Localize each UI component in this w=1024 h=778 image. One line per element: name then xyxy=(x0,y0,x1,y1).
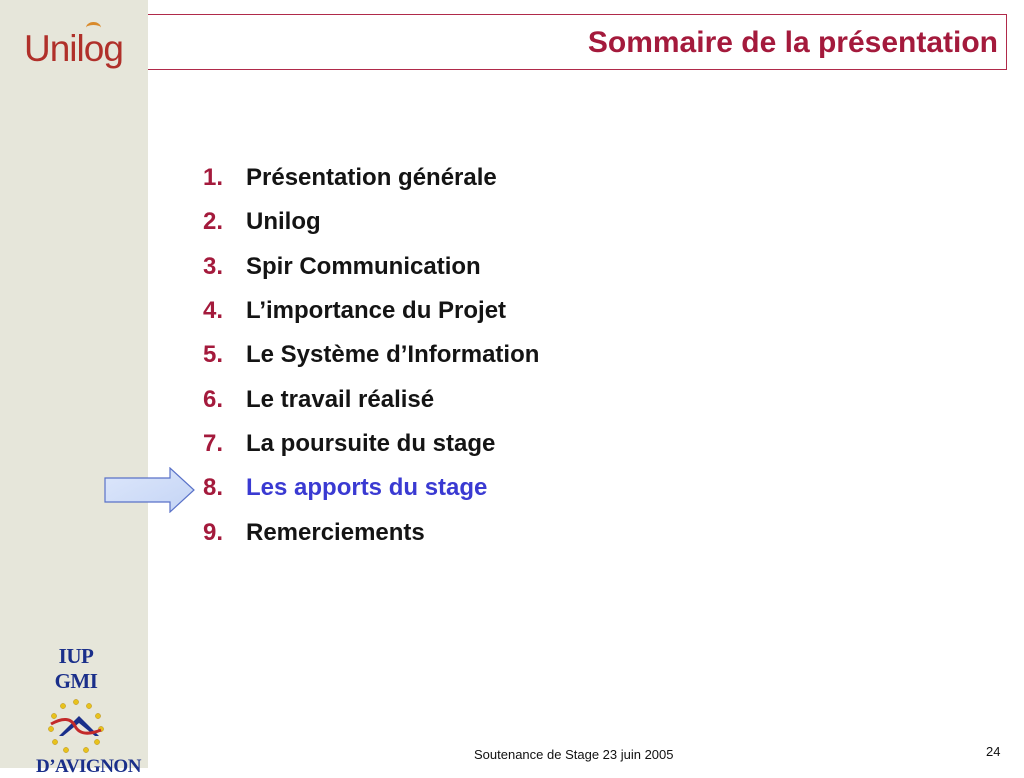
footer-text: Soutenance de Stage 23 juin 2005 xyxy=(474,747,674,762)
agenda-label: Les apports du stage xyxy=(246,474,488,502)
agenda-item xyxy=(198,245,539,289)
agenda-label: La poursuite du stage xyxy=(246,429,496,457)
logo-text-o: o xyxy=(83,28,104,69)
iup-logo-bottom-text: D’AVIGNON xyxy=(36,756,141,777)
agenda-number: 3. xyxy=(203,252,224,280)
agenda-item xyxy=(198,333,539,377)
agenda-label: Unilog xyxy=(246,208,321,236)
agenda-number: 4. xyxy=(203,297,224,325)
agenda-number: 9. xyxy=(203,518,224,546)
agenda-label: Présentation générale xyxy=(246,164,497,192)
agenda-item xyxy=(198,377,539,421)
agenda-number: 5. xyxy=(203,341,224,369)
agenda-item-current xyxy=(198,466,539,510)
agenda-item xyxy=(198,422,539,466)
logo-text-post: g xyxy=(103,28,123,69)
agenda-item xyxy=(198,200,539,244)
agenda-label: Remerciements xyxy=(246,518,425,546)
agenda-number: 8. xyxy=(203,474,224,502)
emblem-icon xyxy=(41,696,111,754)
agenda-number: 6. xyxy=(203,385,224,413)
agenda-label: Le travail réalisé xyxy=(246,385,435,413)
page-number: 24 xyxy=(986,744,1001,759)
agenda-list xyxy=(198,156,539,555)
agenda-number: 2. xyxy=(203,208,224,236)
agenda-item xyxy=(198,156,539,200)
iup-gmi-logo xyxy=(36,644,141,778)
agenda-label: L’importance du Projet xyxy=(246,297,507,325)
iup-logo-top-text: IUP GMI xyxy=(54,644,98,693)
agenda-item xyxy=(198,289,539,333)
logo-text-pre: Unil xyxy=(24,28,84,69)
agenda-label: Le Système d’Information xyxy=(246,341,540,369)
unilog-logo xyxy=(24,28,123,70)
slide-title: Sommaire de la présentation xyxy=(587,26,998,59)
agenda-label: Spir Communication xyxy=(246,252,481,280)
agenda-item xyxy=(198,510,539,554)
agenda-number: 7. xyxy=(203,429,224,457)
right-arrow-icon xyxy=(104,467,196,513)
title-bar xyxy=(148,14,1007,70)
agenda-number: 1. xyxy=(203,164,224,192)
